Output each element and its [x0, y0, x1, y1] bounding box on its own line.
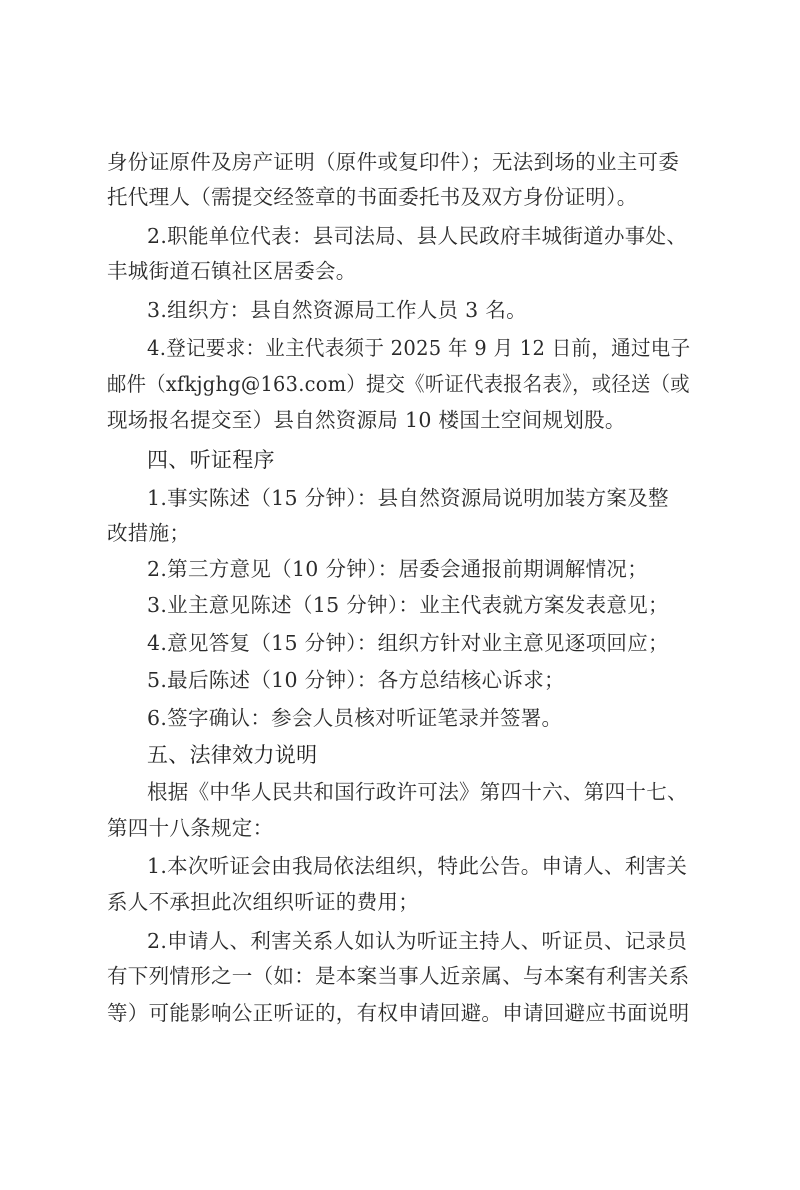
text-line: 6.签字确认：参会人员核对听证笔录并签署。: [147, 706, 563, 730]
text-line: 托代理人（需提交经签章的书面委托书及双方身份证明）。: [107, 185, 638, 209]
text-line: 3.业主意见陈述（15 分钟）：业主代表就方案发表意见；: [147, 593, 669, 617]
text-line: 第四十八条规定：: [107, 816, 274, 840]
text-line: 根据《中华人民共和国行政许可法》第四十六、第四十七、: [147, 780, 688, 804]
text-line: 有下列情形之一（如：是本案当事人近亲属、与本案有利害关系: [107, 964, 690, 988]
text-line: 1.事实陈述（15 分钟）：县自然资源局说明加装方案及整: [147, 486, 669, 510]
text-line: 3.组织方：县自然资源局工作人员 3 名。: [147, 298, 527, 322]
text-line: 身份证原件及房产证明（原件或复印件）；无法到场的业主可委: [107, 150, 680, 174]
text-line: 2.职能单位代表：县司法局、县人民政府丰城街道办事处、: [147, 224, 688, 248]
text-line: 5.最后陈述（10 分钟）：各方总结核心诉求；: [147, 668, 565, 692]
text-line: 4.意见答复（15 分钟）：组织方针对业主意见逐项回应；: [147, 631, 669, 655]
section-heading-legal-effect: 五、法律效力说明: [147, 743, 318, 767]
section-heading-procedure: 四、听证程序: [147, 448, 275, 472]
text-line: 丰城街道石镇社区居委会。: [107, 259, 357, 283]
text-line: 改措施；: [107, 521, 191, 545]
text-line: 系人不承担此次组织听证的费用；: [107, 890, 419, 914]
text-line: 邮件（xfkjghg@163.com）提交《听证代表报名表》，或径送（或: [107, 372, 690, 396]
text-line: 2.第三方意见（10 分钟）：居委会通报前期调解情况；: [147, 557, 649, 581]
text-line: 1.本次听证会由我局依法组织，特此公告。申请人、利害关: [147, 854, 688, 878]
text-line: 等）可能影响公正听证的，有权申请回避。申请回避应书面说明: [107, 1001, 690, 1025]
text-line: 2.申请人、利害关系人如认为听证主持人、听证员、记录员: [147, 929, 688, 953]
text-line: 4.登记要求：业主代表须于 2025 年 9 月 12 日前，通过电子: [147, 336, 691, 360]
text-line: 现场报名提交至）县自然资源局 10 楼国土空间规划股。: [107, 408, 626, 432]
